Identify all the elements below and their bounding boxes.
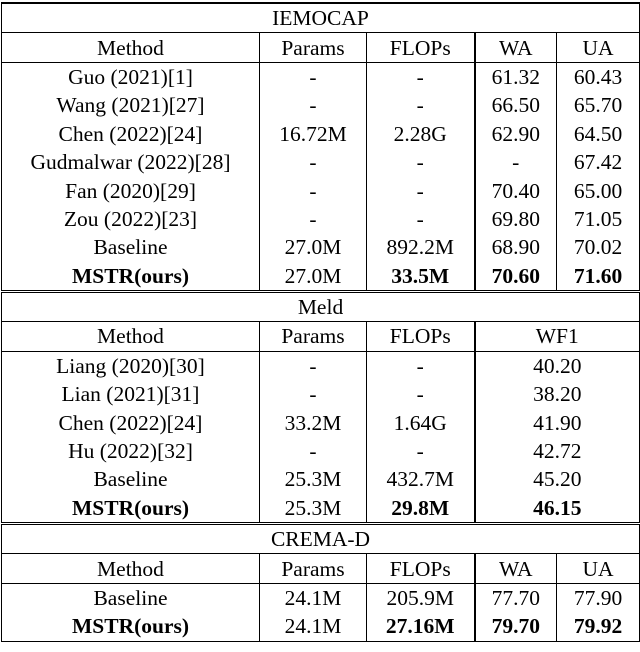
wa-cell: 70.40 (475, 176, 557, 204)
table-row (2, 408, 640, 436)
column-header: Params (260, 322, 367, 351)
results-table (1, 2, 640, 642)
table-row (2, 233, 640, 261)
method-cell: MSTR(ours) (2, 494, 260, 524)
flops-cell: - (367, 148, 475, 176)
ua-cell: 70.02 (557, 233, 640, 261)
wf1-cell: 42.72 (475, 437, 640, 465)
method-cell: Fan (2020)[29] (2, 176, 260, 204)
flops-cell: 29.8M (367, 494, 475, 524)
column-header: FLOPs (367, 554, 475, 583)
table-row (2, 380, 640, 408)
wf1-cell: 46.15 (475, 494, 640, 524)
method-cell: Wang (2021)[27] (2, 91, 260, 119)
ua-cell: 64.50 (557, 120, 640, 148)
meld-header-row (2, 322, 640, 351)
params-cell: 25.3M (260, 465, 367, 493)
iemocap-header-row (2, 33, 640, 62)
table-row (2, 494, 640, 524)
method-cell: Guo (2021)[1] (2, 62, 260, 91)
table-row (2, 148, 640, 176)
flops-cell: 205.9M (367, 583, 475, 612)
ua-cell: 65.70 (557, 91, 640, 119)
flops-cell: - (367, 62, 475, 91)
wf1-cell: 40.20 (475, 351, 640, 380)
ua-cell: 71.05 (557, 205, 640, 233)
column-header: UA (557, 554, 640, 583)
flops-cell: - (367, 205, 475, 233)
flops-cell: 892.2M (367, 233, 475, 261)
iemocap-title-row (2, 3, 640, 33)
params-cell: 16.72M (260, 120, 367, 148)
params-cell: - (260, 62, 367, 91)
wa-cell: 79.70 (475, 612, 557, 641)
column-header: WA (475, 33, 557, 62)
params-cell: 24.1M (260, 583, 367, 612)
params-cell: - (260, 380, 367, 408)
wa-cell: 66.50 (475, 91, 557, 119)
wf1-cell: 45.20 (475, 465, 640, 493)
table-row (2, 612, 640, 641)
section-title: CREMA-D (2, 524, 640, 554)
wa-cell: 62.90 (475, 120, 557, 148)
wa-cell: 77.70 (475, 583, 557, 612)
flops-cell: 432.7M (367, 465, 475, 493)
wa-cell: 61.32 (475, 62, 557, 91)
table-row (2, 583, 640, 612)
method-cell: Hu (2022)[32] (2, 437, 260, 465)
column-header: UA (557, 33, 640, 62)
section-title: Meld (2, 291, 640, 321)
wf1-cell: 38.20 (475, 380, 640, 408)
column-header: Method (2, 554, 260, 583)
wa-cell: 69.80 (475, 205, 557, 233)
table-row (2, 91, 640, 119)
table-row (2, 62, 640, 91)
crema-title-row (2, 524, 640, 554)
flops-cell: 1.64G (367, 408, 475, 436)
meld-title-row (2, 291, 640, 321)
flops-cell: - (367, 437, 475, 465)
table-row (2, 262, 640, 292)
column-header: Params (260, 554, 367, 583)
ua-cell: 65.00 (557, 176, 640, 204)
ua-cell: 67.42 (557, 148, 640, 176)
method-cell: Baseline (2, 583, 260, 612)
method-cell: Liang (2020)[30] (2, 351, 260, 380)
method-cell: Baseline (2, 233, 260, 261)
params-cell: 25.3M (260, 494, 367, 524)
method-cell: Lian (2021)[31] (2, 380, 260, 408)
params-cell: - (260, 205, 367, 233)
column-header: Method (2, 322, 260, 351)
table-row (2, 120, 640, 148)
column-header: FLOPs (367, 322, 475, 351)
method-cell: Chen (2022)[24] (2, 120, 260, 148)
column-header: Method (2, 33, 260, 62)
params-cell: - (260, 176, 367, 204)
table-row (2, 465, 640, 493)
method-cell: Chen (2022)[24] (2, 408, 260, 436)
flops-cell: 33.5M (367, 262, 475, 292)
params-cell: 33.2M (260, 408, 367, 436)
flops-cell: - (367, 176, 475, 204)
table-row (2, 176, 640, 204)
table-row (2, 205, 640, 233)
method-cell: Gudmalwar (2022)[28] (2, 148, 260, 176)
params-cell: - (260, 351, 367, 380)
method-cell: Baseline (2, 465, 260, 493)
ua-cell: 71.60 (557, 262, 640, 292)
ua-cell: 77.90 (557, 583, 640, 612)
flops-cell: - (367, 380, 475, 408)
params-cell: - (260, 148, 367, 176)
table-row (2, 351, 640, 380)
params-cell: 27.0M (260, 233, 367, 261)
flops-cell: 2.28G (367, 120, 475, 148)
section-title: IEMOCAP (2, 3, 640, 33)
column-header: FLOPs (367, 33, 475, 62)
method-cell: MSTR(ours) (2, 262, 260, 292)
params-cell: 27.0M (260, 262, 367, 292)
column-header: WF1 (475, 322, 640, 351)
ua-cell: 60.43 (557, 62, 640, 91)
params-cell: - (260, 91, 367, 119)
table-row (2, 437, 640, 465)
wa-cell: 68.90 (475, 233, 557, 261)
method-cell: MSTR(ours) (2, 612, 260, 641)
crema-header-row (2, 554, 640, 583)
flops-cell: - (367, 351, 475, 380)
params-cell: - (260, 437, 367, 465)
wa-cell: - (475, 148, 557, 176)
method-cell: Zou (2022)[23] (2, 205, 260, 233)
wf1-cell: 41.90 (475, 408, 640, 436)
flops-cell: 27.16M (367, 612, 475, 641)
ua-cell: 79.92 (557, 612, 640, 641)
column-header: Params (260, 33, 367, 62)
column-header: WA (475, 554, 557, 583)
flops-cell: - (367, 91, 475, 119)
wa-cell: 70.60 (475, 262, 557, 292)
params-cell: 24.1M (260, 612, 367, 641)
